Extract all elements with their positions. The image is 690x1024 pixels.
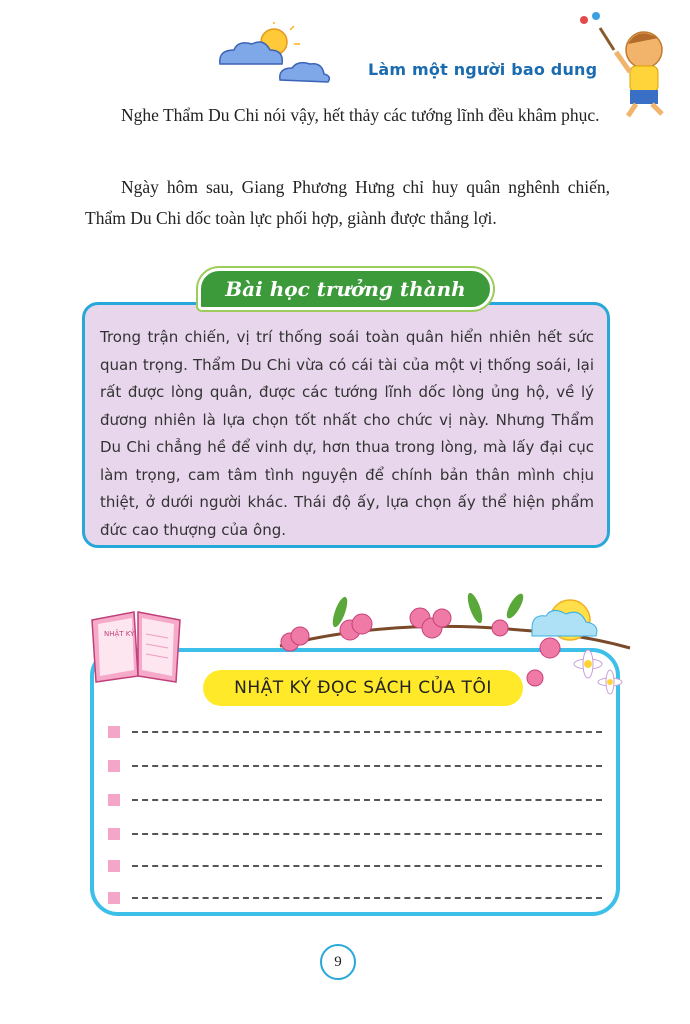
journal-banner [203, 670, 523, 706]
lesson-title: Bài học trưởng thành [225, 277, 466, 301]
bullet-icon [108, 726, 120, 738]
bullet-icon [108, 760, 120, 772]
bullet-icon [108, 860, 120, 872]
journal-writing-line[interactable] [108, 856, 602, 876]
dashed-line [132, 833, 602, 835]
dashed-line [132, 731, 602, 733]
page-header-title: Làm một người bao dung [368, 60, 598, 79]
dashed-line [132, 799, 602, 801]
page-number: 9 [320, 944, 356, 980]
bullet-icon [108, 794, 120, 806]
journal-writing-line[interactable] [108, 756, 602, 776]
story-paragraph: Ngày hôm sau, Giang Phương Hưng chỉ huy quân nghênh chiến, Thẩm Du Chi dốc toàn lực phối hợp, giành được thắng lợi. [85, 177, 610, 228]
open-book-icon [86, 606, 186, 684]
svg-text:NHẬT KÝ: NHẬT KÝ [104, 630, 135, 638]
lesson-text: Trong trận chiến, vị trí thống soái toàn quân hiển nhiên hết sức quan trọng. Thẩm Du Chi vừa có cái tài của một vị thống soái, lại rất được lòng quân, được các tướng lĩnh dốc lòng ủng hộ, về lý đương nhiên là lựa chọn tốt nhất cho chức vị này. Nhưng Thẩm Du Chi chẳng hề để vinh dự, hơn thua trong lòng, mà lấy đại cục làm trọng, cam tâm tình nguyện để chính bản thân mình chịu thiệt, ở dưới người khác. Thái độ ấy, lựa chọn ấy thể hiện phẩm đức cao thượng của ông. [100, 328, 594, 539]
cloud-sun-icon [212, 22, 337, 87]
journal-writing-line[interactable] [108, 824, 602, 844]
dashed-line [132, 765, 602, 767]
dashed-line [132, 865, 602, 867]
dashed-line [132, 897, 602, 899]
bullet-icon [108, 892, 120, 904]
bullet-icon [108, 828, 120, 840]
journal-title: NHẬT KÝ ĐỌC SÁCH CỦA TÔI [234, 678, 492, 698]
journal-writing-line[interactable] [108, 888, 602, 908]
journal-writing-line[interactable] [108, 790, 602, 810]
story-paragraph: Nghe Thẩm Du Chi nói vậy, hết thảy các tướng lĩnh đều khâm phục. [121, 105, 600, 125]
journal-writing-line[interactable] [108, 722, 602, 742]
lesson-banner [198, 268, 493, 310]
